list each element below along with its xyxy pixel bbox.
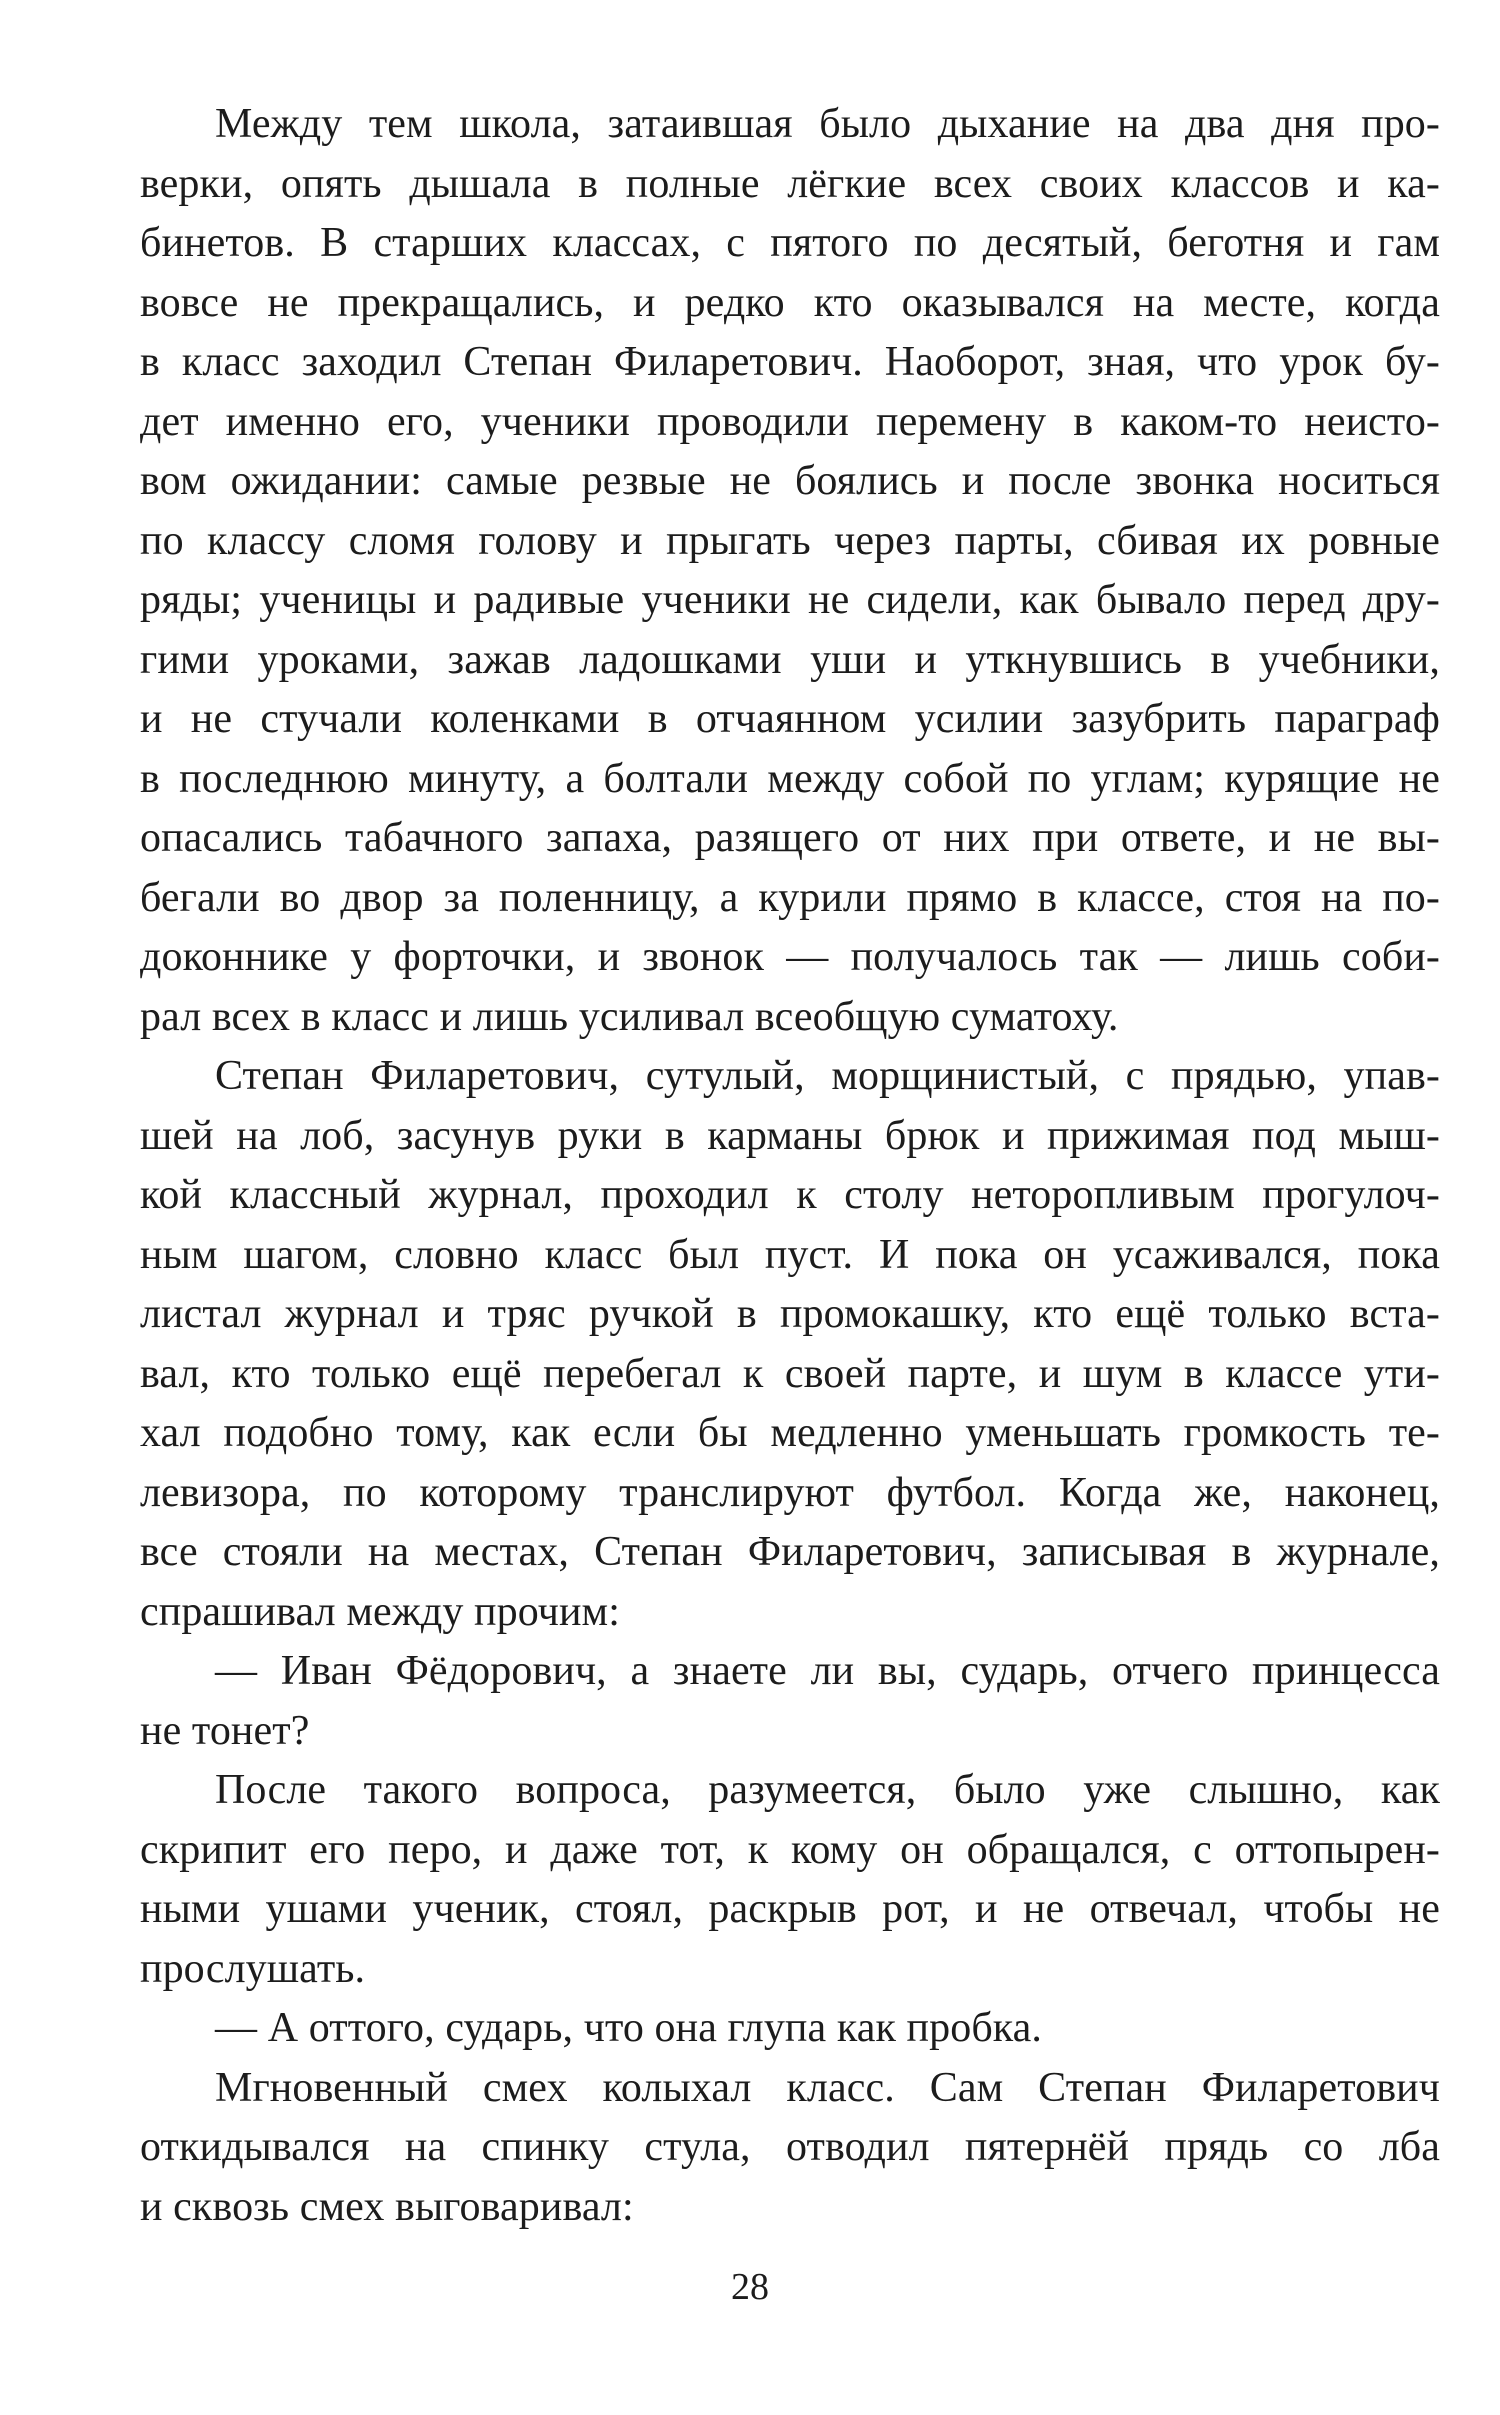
text-line: шей на лоб, засунув руки в карманы брюк и прижимая под мыш- — [140, 1112, 1440, 1159]
text-line: ным шагом, словно класс был пуст. И пока он усаживался, пока — [140, 1231, 1440, 1278]
text-line: После такого вопроса, разумеется, было уже слышно, как — [215, 1767, 1440, 1813]
text-line: все стояли на местах, Степан Филаретович, записывая в журнале, — [140, 1529, 1440, 1575]
text-line: вовсе не прекращались, и редко кто оказывался на месте, когда — [140, 279, 1440, 326]
text-line: прослушать. — [140, 1945, 366, 1992]
text-line: доконнике у форточки, и звонок — получалось так — лишь соби- — [140, 934, 1440, 980]
body-text — [140, 95, 1440, 2237]
text-line: опасались табачного запаха, разящего от них при ответе, и не вы- — [140, 815, 1440, 861]
text-line: Между тем школа, затаившая было дыхание на два дня про- — [215, 101, 1440, 147]
text-line: и сквозь смех выговаривал: — [140, 2183, 634, 2230]
text-line: не тонет? — [140, 1707, 310, 1754]
text-line: листал журнал и тряс ручкой в промокашку, кто ещё только вста- — [140, 1291, 1440, 1337]
text-line: скрипит его перо, и даже тот, к кому он обращался, с оттопырен- — [140, 1826, 1440, 1873]
text-line: спрашивал между прочим: — [140, 1588, 620, 1635]
text-line: бегали во двор за поленницу, а курили прямо в классе, стоя на по- — [140, 874, 1440, 921]
text-line: по классу сломя голову и прыгать через парты, сбивая их ровные — [140, 517, 1440, 564]
text-line: гими уроками, зажав ладошками уши и уткнувшись в учебники, — [140, 636, 1440, 683]
text-line: ряды; ученицы и радивые ученики не сидели, как бывало перед дру- — [140, 577, 1440, 623]
text-line: в последнюю минуту, а болтали между собой по углам; курящие не — [140, 755, 1440, 802]
text-line: в класс заходил Степан Филаретович. Наоборот, зная, что урок бу- — [140, 339, 1440, 385]
text-line: вал, кто только ещё перебегал к своей парте, и шум в классе ути- — [140, 1350, 1440, 1397]
text-line: дет именно его, ученики проводили перемену в каком-то неисто- — [140, 398, 1440, 445]
text-line: левизора, по которому транслируют футбол. Когда же, наконец, — [140, 1469, 1440, 1516]
text-line: рал всех в класс и лишь усиливал всеобщую суматоху. — [140, 993, 1119, 1040]
text-line: верки, опять дышала в полные лёгкие всех своих классов и ка- — [140, 160, 1440, 207]
text-line: ными ушами ученик, стоял, раскрыв рот, и не отвечал, чтобы не — [140, 1886, 1440, 1932]
text-line: — А оттого, сударь, что она глупа как пробка. — [215, 2005, 1043, 2051]
page-number: 28 — [731, 2266, 769, 2308]
text-line: Мгновенный смех колыхал класс. Сам Степан Филаретович — [215, 2064, 1440, 2111]
text-line: вом ожидании: самые резвые не боялись и после звонка носиться — [140, 458, 1440, 504]
text-line: бинетов. В старших классах, с пятого по десятый, беготня и гам — [140, 220, 1440, 266]
text-line: кой классный журнал, проходил к столу неторопливым прогулоч- — [140, 1172, 1440, 1218]
text-line: — Иван Фёдорович, а знаете ли вы, сударь, отчего принцесса — [215, 1648, 1440, 1694]
text-line: и не стучали коленками в отчаянном усилии зазубрить параграф — [140, 696, 1440, 742]
text-line: Степан Филаретович, сутулый, морщинистый, с прядью, упав- — [215, 1053, 1440, 1099]
text-line: хал подобно тому, как если бы медленно уменьшать громкость те- — [140, 1410, 1440, 1456]
text-line: откидывался на спинку стула, отводил пятернёй прядь со лба — [140, 2124, 1440, 2170]
